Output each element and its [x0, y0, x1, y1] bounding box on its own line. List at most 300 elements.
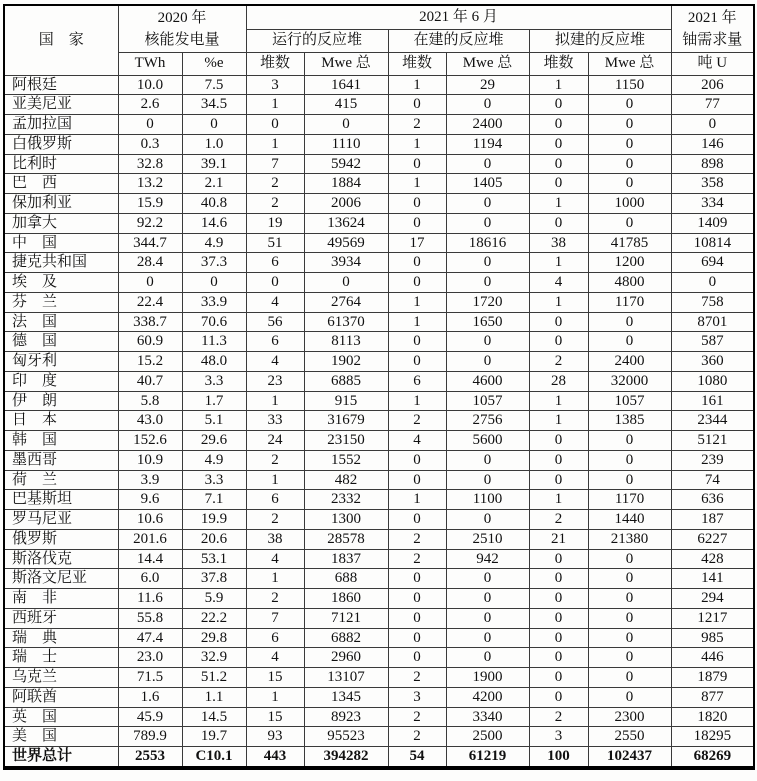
value-cell: 6: [246, 628, 304, 648]
value-cell: 0: [588, 154, 671, 174]
value-cell: 0: [388, 589, 446, 609]
value-cell: 31679: [304, 411, 388, 431]
table-row: [4, 332, 754, 352]
value-cell: 3: [529, 727, 588, 747]
value-cell: 2550: [588, 727, 671, 747]
value-cell: 39.1: [182, 154, 246, 174]
value-cell: 2: [246, 450, 304, 470]
value-cell: 2.1: [182, 174, 246, 194]
value-cell: 1: [529, 411, 588, 431]
value-cell: 11.3: [182, 332, 246, 352]
value-cell: 636: [671, 490, 754, 510]
value-cell: 60.9: [118, 332, 182, 352]
header-country: 国 家: [4, 5, 118, 75]
value-cell: 32000: [588, 371, 671, 391]
value-cell: 18616: [446, 233, 529, 253]
value-cell: 17: [388, 233, 446, 253]
country-cell: 英 国: [4, 707, 118, 727]
value-cell: 20.6: [182, 529, 246, 549]
table-row: [4, 648, 754, 668]
value-cell: 4800: [588, 273, 671, 293]
value-cell: 1: [529, 75, 588, 95]
value-cell: 1: [388, 75, 446, 95]
table-row: [4, 194, 754, 214]
value-cell: 0: [588, 312, 671, 332]
header-under-construction-reactors: 在建的反应堆: [388, 29, 529, 52]
value-cell: 1879: [671, 668, 754, 688]
value-cell: 2344: [671, 411, 754, 431]
table-row: [4, 174, 754, 194]
value-cell: 29.8: [182, 628, 246, 648]
value-cell: 0: [588, 115, 671, 135]
value-cell: 1: [246, 134, 304, 154]
country-cell: 世界总计: [4, 747, 118, 768]
value-cell: 2.6: [118, 95, 182, 115]
value-cell: 7.1: [182, 490, 246, 510]
value-cell: 8923: [304, 707, 388, 727]
value-cell: 28: [529, 371, 588, 391]
header-mwe-total-construction: Mwe 总: [446, 52, 529, 75]
value-cell: 29.6: [182, 431, 246, 451]
value-cell: 239: [671, 450, 754, 470]
value-cell: 54: [388, 747, 446, 768]
value-cell: 1: [529, 292, 588, 312]
value-cell: 3: [246, 75, 304, 95]
table-row: [4, 687, 754, 707]
value-cell: 2960: [304, 648, 388, 668]
value-cell: 37.3: [182, 253, 246, 273]
value-cell: 15.2: [118, 352, 182, 372]
header-june-2021: 2021 年 6 月: [246, 5, 671, 29]
value-cell: 2553: [118, 747, 182, 768]
country-cell: 埃 及: [4, 273, 118, 293]
header-unit-count-planned: 堆数: [529, 52, 588, 75]
value-cell: 51.2: [182, 668, 246, 688]
value-cell: 161: [671, 391, 754, 411]
value-cell: 23: [246, 371, 304, 391]
country-cell: 白俄罗斯: [4, 134, 118, 154]
country-cell: 日 本: [4, 411, 118, 431]
value-cell: 74: [671, 470, 754, 490]
value-cell: 0: [529, 154, 588, 174]
table-row: [4, 95, 754, 115]
value-cell: 0: [446, 194, 529, 214]
value-cell: 0: [588, 470, 671, 490]
table-row: [4, 628, 754, 648]
value-cell: 1860: [304, 589, 388, 609]
value-cell: 0: [388, 332, 446, 352]
value-cell: 5.9: [182, 589, 246, 609]
value-cell: 6: [246, 253, 304, 273]
country-cell: 捷克共和国: [4, 253, 118, 273]
value-cell: 37.8: [182, 569, 246, 589]
value-cell: 2: [529, 510, 588, 530]
value-cell: 338.7: [118, 312, 182, 332]
value-cell: 1.6: [118, 687, 182, 707]
value-cell: 1: [246, 391, 304, 411]
value-cell: 1650: [446, 312, 529, 332]
table-row: [4, 608, 754, 628]
value-cell: 10.9: [118, 450, 182, 470]
value-cell: 0: [388, 253, 446, 273]
value-cell: 2300: [588, 707, 671, 727]
country-cell: 法 国: [4, 312, 118, 332]
table-row: [4, 371, 754, 391]
value-cell: 10.6: [118, 510, 182, 530]
table-row: [4, 668, 754, 688]
value-cell: 415: [304, 95, 388, 115]
value-cell: 0: [182, 273, 246, 293]
value-cell: 0: [388, 450, 446, 470]
value-cell: 1217: [671, 608, 754, 628]
value-cell: 77: [671, 95, 754, 115]
value-cell: 9.6: [118, 490, 182, 510]
value-cell: 34.5: [182, 95, 246, 115]
value-cell: 1: [388, 490, 446, 510]
value-cell: 1150: [588, 75, 671, 95]
table-row: [4, 391, 754, 411]
value-cell: 1409: [671, 213, 754, 233]
value-cell: 1552: [304, 450, 388, 470]
country-cell: 荷 兰: [4, 470, 118, 490]
value-cell: 0: [182, 115, 246, 135]
value-cell: 0: [388, 273, 446, 293]
country-cell: 德 国: [4, 332, 118, 352]
value-cell: 1: [388, 391, 446, 411]
header-row-1: [4, 5, 754, 29]
value-cell: 61219: [446, 747, 529, 768]
table-row: [4, 253, 754, 273]
value-cell: 1: [529, 490, 588, 510]
value-cell: 0: [529, 668, 588, 688]
value-cell: 0: [446, 213, 529, 233]
value-cell: 21380: [588, 529, 671, 549]
country-cell: 俄罗斯: [4, 529, 118, 549]
country-cell: 伊 朗: [4, 391, 118, 411]
table-row: [4, 352, 754, 372]
value-cell: 0: [446, 628, 529, 648]
value-cell: 0: [588, 213, 671, 233]
value-cell: 985: [671, 628, 754, 648]
table-row: [4, 589, 754, 609]
value-cell: 0: [246, 115, 304, 135]
value-cell: 2510: [446, 529, 529, 549]
value-cell: 6: [246, 490, 304, 510]
value-cell: 187: [671, 510, 754, 530]
value-cell: 0: [529, 470, 588, 490]
value-cell: 2332: [304, 490, 388, 510]
value-cell: 100: [529, 747, 588, 768]
value-cell: 1080: [671, 371, 754, 391]
value-cell: 0: [388, 510, 446, 530]
country-cell: 芬 兰: [4, 292, 118, 312]
value-cell: 789.9: [118, 727, 182, 747]
value-cell: 152.6: [118, 431, 182, 451]
value-cell: 1440: [588, 510, 671, 530]
value-cell: 40.7: [118, 371, 182, 391]
table-row: [4, 707, 754, 727]
value-cell: 0: [529, 450, 588, 470]
value-cell: 8113: [304, 332, 388, 352]
value-cell: 4: [246, 648, 304, 668]
value-cell: 3.3: [182, 470, 246, 490]
value-cell: 0: [529, 174, 588, 194]
value-cell: 4: [529, 273, 588, 293]
value-cell: 0: [529, 134, 588, 154]
country-cell: 阿联酋: [4, 687, 118, 707]
value-cell: 0: [446, 569, 529, 589]
value-cell: 1110: [304, 134, 388, 154]
value-cell: 206: [671, 75, 754, 95]
value-cell: 23150: [304, 431, 388, 451]
value-cell: 15.9: [118, 194, 182, 214]
value-cell: 102437: [588, 747, 671, 768]
value-cell: 21: [529, 529, 588, 549]
value-cell: 6: [246, 332, 304, 352]
value-cell: 688: [304, 569, 388, 589]
value-cell: 0: [446, 95, 529, 115]
value-cell: 360: [671, 352, 754, 372]
value-cell: 61370: [304, 312, 388, 332]
value-cell: 0: [446, 450, 529, 470]
value-cell: 2: [246, 194, 304, 214]
value-cell: 0: [529, 332, 588, 352]
value-cell: 0: [446, 589, 529, 609]
value-cell: 334: [671, 194, 754, 214]
value-cell: 3340: [446, 707, 529, 727]
value-cell: 1: [529, 253, 588, 273]
value-cell: 0: [588, 332, 671, 352]
value-cell: 2756: [446, 411, 529, 431]
value-cell: 7: [246, 154, 304, 174]
country-cell: 西班牙: [4, 608, 118, 628]
value-cell: 482: [304, 470, 388, 490]
value-cell: 10.0: [118, 75, 182, 95]
value-cell: 32.8: [118, 154, 182, 174]
value-cell: 1200: [588, 253, 671, 273]
value-cell: 1057: [446, 391, 529, 411]
value-cell: 6882: [304, 628, 388, 648]
value-cell: 13624: [304, 213, 388, 233]
value-cell: 18295: [671, 727, 754, 747]
value-cell: 0: [388, 213, 446, 233]
value-cell: 5.8: [118, 391, 182, 411]
table-row: [4, 510, 754, 530]
value-cell: 694: [671, 253, 754, 273]
value-cell: 19: [246, 213, 304, 233]
value-cell: 942: [446, 549, 529, 569]
value-cell: 13.2: [118, 174, 182, 194]
value-cell: 344.7: [118, 233, 182, 253]
country-cell: 孟加拉国: [4, 115, 118, 135]
country-cell: 保加利亚: [4, 194, 118, 214]
value-cell: 0: [118, 115, 182, 135]
value-cell: 24: [246, 431, 304, 451]
value-cell: 56: [246, 312, 304, 332]
value-cell: 23.0: [118, 648, 182, 668]
value-cell: 3: [388, 687, 446, 707]
table-row: [4, 490, 754, 510]
value-cell: 71.5: [118, 668, 182, 688]
header-mwe-total-planned: Mwe 总: [588, 52, 671, 75]
value-cell: 0: [529, 648, 588, 668]
value-cell: 0: [446, 154, 529, 174]
value-cell: 4: [246, 352, 304, 372]
value-cell: 0: [588, 668, 671, 688]
value-cell: 0: [529, 687, 588, 707]
value-cell: 22.2: [182, 608, 246, 628]
value-cell: 28.4: [118, 253, 182, 273]
value-cell: 1: [246, 687, 304, 707]
value-cell: 4200: [446, 687, 529, 707]
value-cell: 15: [246, 668, 304, 688]
value-cell: 1884: [304, 174, 388, 194]
value-cell: 47.4: [118, 628, 182, 648]
value-cell: 1000: [588, 194, 671, 214]
value-cell: 7.5: [182, 75, 246, 95]
value-cell: 55.8: [118, 608, 182, 628]
value-cell: 0: [588, 687, 671, 707]
value-cell: 428: [671, 549, 754, 569]
value-cell: 0: [588, 95, 671, 115]
header-generation-2020-line1: 2020 年: [157, 9, 207, 26]
table-row: [4, 75, 754, 95]
value-cell: 0: [529, 628, 588, 648]
table-body: [4, 75, 754, 768]
header-unit-count-construction: 堆数: [388, 52, 446, 75]
table-row: [4, 273, 754, 293]
country-cell: 阿根廷: [4, 75, 118, 95]
value-cell: 1057: [588, 391, 671, 411]
value-cell: 1194: [446, 134, 529, 154]
value-cell: 10814: [671, 233, 754, 253]
value-cell: 41785: [588, 233, 671, 253]
value-cell: 0: [671, 273, 754, 293]
value-cell: 1300: [304, 510, 388, 530]
value-cell: 1: [388, 292, 446, 312]
value-cell: 0: [529, 549, 588, 569]
value-cell: 8701: [671, 312, 754, 332]
value-cell: 0: [588, 648, 671, 668]
value-cell: 5942: [304, 154, 388, 174]
header-unit-count-operating: 堆数: [246, 52, 304, 75]
header-uranium-demand-line1: 2021 年: [687, 9, 737, 26]
value-cell: 0: [388, 352, 446, 372]
value-cell: 2500: [446, 727, 529, 747]
value-cell: 1837: [304, 549, 388, 569]
value-cell: 2: [388, 727, 446, 747]
country-cell: 韩 国: [4, 431, 118, 451]
value-cell: 0: [588, 569, 671, 589]
value-cell: 3.9: [118, 470, 182, 490]
table-row: [4, 411, 754, 431]
value-cell: 0: [304, 115, 388, 135]
value-cell: 48.0: [182, 352, 246, 372]
table-row: [4, 470, 754, 490]
value-cell: 2: [529, 352, 588, 372]
value-cell: 877: [671, 687, 754, 707]
country-cell: 斯洛伐克: [4, 549, 118, 569]
value-cell: 22.4: [118, 292, 182, 312]
value-cell: 4: [388, 431, 446, 451]
value-cell: 0: [588, 549, 671, 569]
value-cell: 19.7: [182, 727, 246, 747]
value-cell: 1720: [446, 292, 529, 312]
value-cell: 0: [588, 174, 671, 194]
value-cell: 1345: [304, 687, 388, 707]
value-cell: 7121: [304, 608, 388, 628]
table-row: [4, 569, 754, 589]
value-cell: 95523: [304, 727, 388, 747]
value-cell: 2: [388, 529, 446, 549]
value-cell: 0: [446, 273, 529, 293]
value-cell: 6: [388, 371, 446, 391]
value-cell: 2: [246, 174, 304, 194]
value-cell: 915: [304, 391, 388, 411]
value-cell: 5600: [446, 431, 529, 451]
value-cell: 2: [388, 115, 446, 135]
value-cell: 15: [246, 707, 304, 727]
value-cell: 1641: [304, 75, 388, 95]
table-row: [4, 233, 754, 253]
value-cell: 4600: [446, 371, 529, 391]
value-cell: 0: [529, 569, 588, 589]
country-cell: 加拿大: [4, 213, 118, 233]
value-cell: 446: [671, 648, 754, 668]
value-cell: 1100: [446, 490, 529, 510]
table-row: [4, 213, 754, 233]
value-cell: 14.4: [118, 549, 182, 569]
table-row: [4, 292, 754, 312]
value-cell: 294: [671, 589, 754, 609]
nuclear-power-table: [3, 4, 755, 770]
value-cell: 0: [388, 95, 446, 115]
table-row: [4, 727, 754, 747]
header-mwe-total-operating: Mwe 总: [304, 52, 388, 75]
value-cell: 0: [446, 648, 529, 668]
value-cell: 1385: [588, 411, 671, 431]
header-generation-2020: [118, 5, 246, 52]
value-cell: 4: [246, 292, 304, 312]
value-cell: 92.2: [118, 213, 182, 233]
country-cell: 亚美尼亚: [4, 95, 118, 115]
value-cell: C10.1: [182, 747, 246, 768]
table-row: [4, 115, 754, 135]
value-cell: 38: [529, 233, 588, 253]
value-cell: 0: [388, 194, 446, 214]
value-cell: 394282: [304, 747, 388, 768]
table-row: [4, 549, 754, 569]
value-cell: 0: [588, 628, 671, 648]
value-cell: 0: [446, 352, 529, 372]
value-cell: 898: [671, 154, 754, 174]
value-cell: 0: [588, 431, 671, 451]
value-cell: 0: [304, 273, 388, 293]
value-cell: 0: [388, 569, 446, 589]
value-cell: 1: [529, 194, 588, 214]
value-cell: 587: [671, 332, 754, 352]
value-cell: 1: [388, 134, 446, 154]
value-cell: 51: [246, 233, 304, 253]
value-cell: 0: [118, 273, 182, 293]
header-planned-reactors: 拟建的反应堆: [529, 29, 671, 52]
country-cell: 乌克兰: [4, 668, 118, 688]
value-cell: 0: [588, 134, 671, 154]
value-cell: 1900: [446, 668, 529, 688]
value-cell: 53.1: [182, 549, 246, 569]
value-cell: 2006: [304, 194, 388, 214]
value-cell: 0: [529, 213, 588, 233]
